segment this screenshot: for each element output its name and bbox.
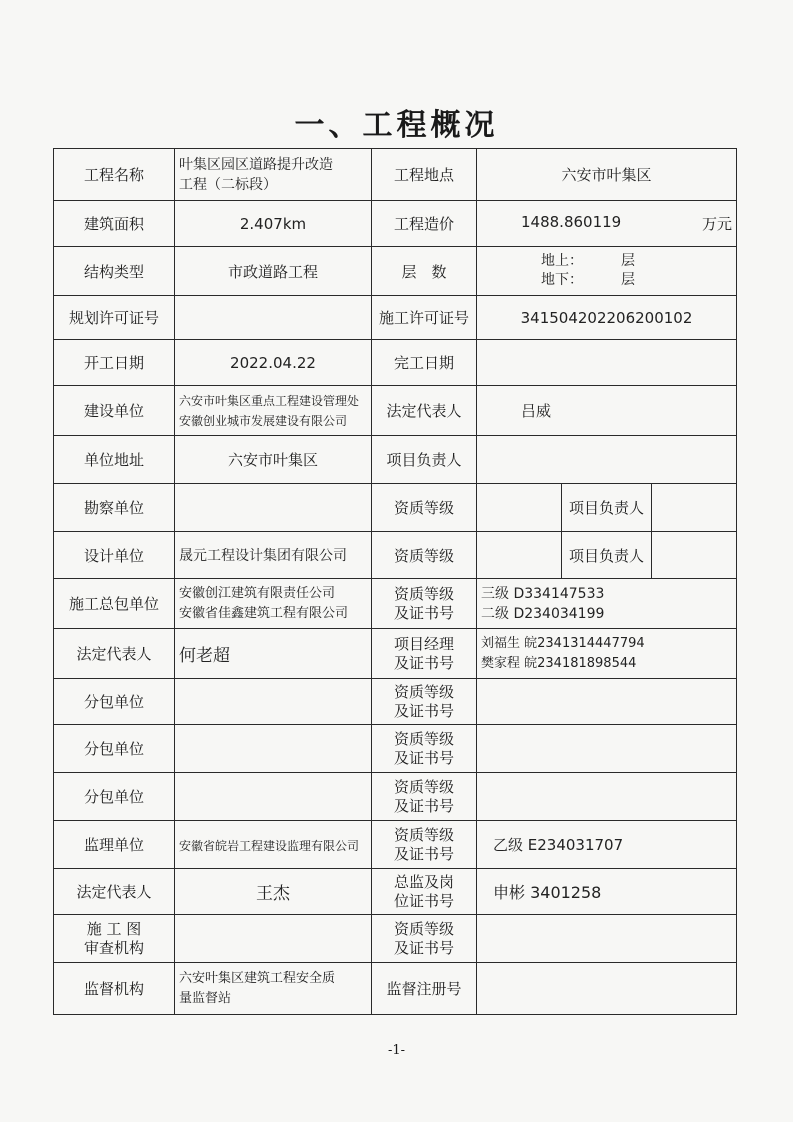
gc-qual-line2: 二级 D234034199 <box>481 605 605 622</box>
supervision-qual-value <box>477 821 737 869</box>
sc1-qual-label-1: 资质等级 <box>393 682 454 701</box>
supervision-unit-text: 安徽省皖岩工程建设监理有限公司 <box>179 838 360 853</box>
start-date-text: 2022.04.22 <box>230 353 316 372</box>
construction-permit-label: 施工许可证号 <box>372 296 477 340</box>
drawing-review-label <box>54 915 175 963</box>
subcontractor-2-label: 分包单位 <box>54 725 175 773</box>
chief-supervisor-text: 申彬 3401258 <box>493 883 602 902</box>
project-manager-label <box>372 629 477 679</box>
legal-rep-owner-text: 吕威 <box>521 402 552 420</box>
unit-address-label: 单位地址 <box>54 436 175 484</box>
sc3-qual-label-2: 及证书号 <box>393 796 454 815</box>
unit-address-text: 六安市叶集区 <box>227 451 318 469</box>
chief-label-2: 位证书号 <box>393 891 454 910</box>
gc-qual-line1: 三级 D334147533 <box>481 585 605 602</box>
project-cost-unit: 万元 <box>702 215 733 233</box>
structure-type-label: 结构类型 <box>54 247 175 296</box>
supervision-qual-text: 乙级 E234031707 <box>493 836 624 854</box>
general-contractor-label: 施工总包单位 <box>54 579 175 629</box>
project-location-label: 工程地点 <box>372 149 477 201</box>
project-leader-label: 项目负责人 <box>372 436 477 484</box>
design-leader-label: 项目负责人 <box>562 532 652 579</box>
subcontractor-1-qual-label <box>372 679 477 725</box>
supervisory-agency-label: 监督机构 <box>54 963 175 1015</box>
structure-type-value <box>175 247 372 296</box>
row-structure-type <box>54 247 737 296</box>
general-contractor-value <box>175 579 372 629</box>
project-name-line2: 工程（二标段） <box>179 176 277 193</box>
survey-leader-value <box>652 484 737 532</box>
drawing-review-label-1: 施 工 图 <box>86 919 142 938</box>
supervision-reg-value <box>477 963 737 1015</box>
subcontractor-1-label: 分包单位 <box>54 679 175 725</box>
pm-line1: 刘福生 皖2341314447794 <box>481 635 645 651</box>
chief-supervisor-value <box>477 869 737 915</box>
survey-unit-label: 勘察单位 <box>54 484 175 532</box>
planning-permit-value <box>175 296 372 340</box>
building-area-text: 2.407km <box>239 214 307 233</box>
floors-above-label: 地上： <box>541 253 583 269</box>
row-subcontractor-2 <box>54 725 737 773</box>
row-legal-rep-supervision <box>54 869 737 915</box>
chief-supervisor-label <box>372 869 477 915</box>
start-date-label: 开工日期 <box>54 340 175 386</box>
design-qual-label: 资质等级 <box>372 532 477 579</box>
project-cost-label: 工程造价 <box>372 201 477 247</box>
floors-below-label: 地下： <box>541 272 583 288</box>
legal-rep-contractor-label: 法定代表人 <box>54 629 175 679</box>
legal-rep-contractor-value <box>175 629 372 679</box>
supervisory-agency-line2: 量监督站 <box>179 990 232 1006</box>
supervision-unit-value <box>175 821 372 869</box>
row-permits <box>54 296 737 340</box>
gc-qual-label-2: 及证书号 <box>393 603 454 622</box>
project-location-text: 六安市叶集区 <box>561 166 652 184</box>
gc-qual-label-1: 资质等级 <box>393 584 454 603</box>
sc3-qual-label-1: 资质等级 <box>393 777 454 796</box>
subcontractor-3-qual-label <box>372 773 477 821</box>
floors-below-unit: 层 <box>621 272 635 288</box>
floors-below <box>481 271 732 290</box>
building-area-value <box>175 201 372 247</box>
construction-unit-value <box>175 386 372 436</box>
pm-line2: 樊家程 皖234181898544 <box>481 655 637 671</box>
design-qual-value <box>477 532 562 579</box>
general-contractor-qual-label <box>372 579 477 629</box>
construction-unit-label: 建设单位 <box>54 386 175 436</box>
drawing-review-qual-label <box>372 915 477 963</box>
page-title: 一、工程概况 <box>294 108 499 143</box>
drawing-review-qual-value <box>477 915 737 963</box>
row-subcontractor-1 <box>54 679 737 725</box>
construction-permit-value <box>477 296 737 340</box>
subcontractor-3-value <box>175 773 372 821</box>
project-name-line1: 叶集区园区道路提升改造 <box>179 156 333 173</box>
row-subcontractor-3 <box>54 773 737 821</box>
pm-label-1: 项目经理 <box>393 634 454 653</box>
project-cost-value <box>477 201 737 247</box>
legal-rep-owner-value <box>477 386 737 436</box>
dr-qual-label-2: 及证书号 <box>393 938 454 957</box>
subcontractor-3-qual-value <box>477 773 737 821</box>
floors-above <box>481 252 732 271</box>
row-unit-address <box>54 436 737 484</box>
completion-date-value <box>477 340 737 386</box>
row-design-unit <box>54 532 737 579</box>
subcontractor-2-value <box>175 725 372 773</box>
legal-rep-supervision-value <box>175 869 372 915</box>
chief-label-1: 总监及岗 <box>393 872 454 891</box>
legal-rep-supervision-text: 王杰 <box>256 884 290 904</box>
design-unit-label: 设计单位 <box>54 532 175 579</box>
row-supervisory-agency <box>54 963 737 1015</box>
row-supervision-unit <box>54 821 737 869</box>
legal-rep-contractor-text: 何老超 <box>179 646 230 666</box>
subcontractor-2-qual-label <box>372 725 477 773</box>
project-leader-value <box>477 436 737 484</box>
row-survey-unit <box>54 484 737 532</box>
pm-label-2: 及证书号 <box>393 653 454 672</box>
supervisory-agency-value <box>175 963 372 1015</box>
drawing-review-label-2: 审查机构 <box>83 938 144 957</box>
construction-unit-line1: 六安市叶集区重点工程建设管理处 <box>179 393 360 408</box>
project-overview-table <box>53 148 737 1015</box>
supervision-qual-label <box>372 821 477 869</box>
construction-permit-text: 341504202206200102 <box>520 308 693 327</box>
survey-leader-label: 项目负责人 <box>562 484 652 532</box>
project-manager-value <box>477 629 737 679</box>
sc2-qual-label-1: 资质等级 <box>393 729 454 748</box>
supervision-reg-label: 监督注册号 <box>372 963 477 1015</box>
row-dates <box>54 340 737 386</box>
row-project-name <box>54 149 737 201</box>
sv-qual-label-1: 资质等级 <box>393 825 454 844</box>
unit-address-value <box>175 436 372 484</box>
sv-qual-label-2: 及证书号 <box>393 844 454 863</box>
survey-unit-value <box>175 484 372 532</box>
row-legal-rep-contractor <box>54 629 737 679</box>
general-contractor-line1: 安徽创江建筑有限责任公司 <box>179 585 336 601</box>
page-number: -1- <box>387 1043 406 1058</box>
project-cost-text: 1488.860119 <box>521 213 622 231</box>
supervisory-agency-line1: 六安叶集区建筑工程安全质 <box>179 970 336 986</box>
legal-rep-supervision-label: 法定代表人 <box>54 869 175 915</box>
design-unit-value <box>175 532 372 579</box>
row-construction-unit <box>54 386 737 436</box>
floors-value <box>477 247 737 296</box>
project-name-value <box>175 149 372 201</box>
construction-unit-line2: 安徽创业城市发展建设有限公司 <box>179 413 348 428</box>
planning-permit-label: 规划许可证号 <box>54 296 175 340</box>
row-drawing-review <box>54 915 737 963</box>
start-date-value <box>175 340 372 386</box>
general-contractor-line2: 安徽省佳鑫建筑工程有限公司 <box>179 605 349 621</box>
subcontractor-3-label: 分包单位 <box>54 773 175 821</box>
subcontractor-1-value <box>175 679 372 725</box>
design-leader-value <box>652 532 737 579</box>
structure-type-text: 市政道路工程 <box>227 262 318 281</box>
floors-above-unit: 层 <box>621 253 635 269</box>
legal-rep-owner-label: 法定代表人 <box>372 386 477 436</box>
drawing-review-value <box>175 915 372 963</box>
row-building-area <box>54 201 737 247</box>
building-area-label: 建筑面积 <box>54 201 175 247</box>
completion-date-label: 完工日期 <box>372 340 477 386</box>
row-general-contractor <box>54 579 737 629</box>
sc1-qual-label-2: 及证书号 <box>393 701 454 720</box>
subcontractor-2-qual-value <box>477 725 737 773</box>
project-location-value <box>477 149 737 201</box>
floors-label: 层 数 <box>372 247 477 296</box>
subcontractor-1-qual-value <box>477 679 737 725</box>
supervision-unit-label: 监理单位 <box>54 821 175 869</box>
project-name-label: 工程名称 <box>54 149 175 201</box>
sc2-qual-label-2: 及证书号 <box>393 748 454 767</box>
survey-qual-label: 资质等级 <box>372 484 477 532</box>
design-unit-text: 晟元工程设计集团有限公司 <box>179 548 347 564</box>
dr-qual-label-1: 资质等级 <box>393 919 454 938</box>
survey-qual-value <box>477 484 562 532</box>
general-contractor-qual-value <box>477 579 737 629</box>
